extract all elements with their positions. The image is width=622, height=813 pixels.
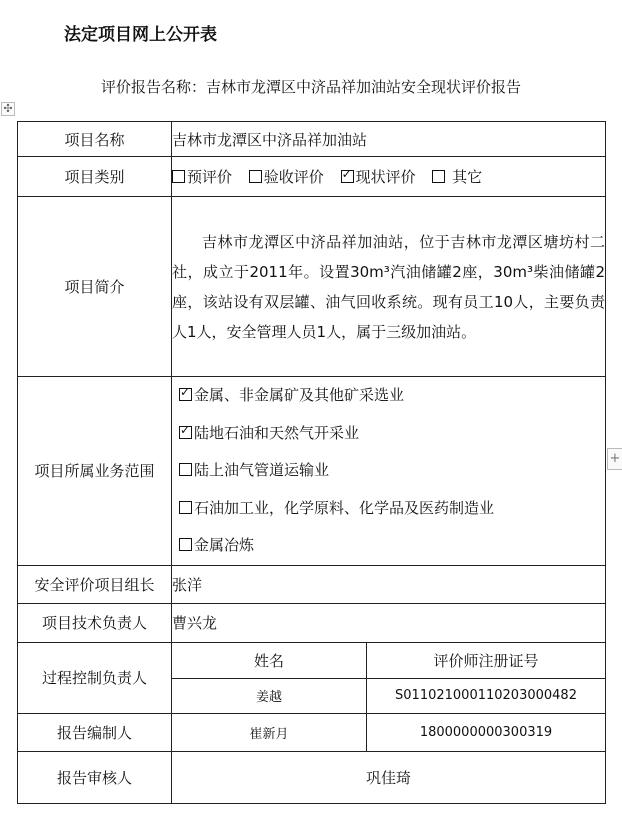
tech-lead-value: 曹兴龙 bbox=[172, 603, 606, 642]
scope-item-petrochemical[interactable] bbox=[172, 490, 605, 528]
category-option-acceptance[interactable] bbox=[249, 168, 324, 186]
business-scope-label: 项目所属业务范围 bbox=[18, 377, 172, 566]
team-leader-value: 张洋 bbox=[172, 565, 606, 603]
process-control-label: 过程控制负责人 bbox=[18, 642, 172, 713]
tech-lead-label: 项目技术负责人 bbox=[18, 603, 172, 642]
report-author-name: 崔新月 bbox=[172, 713, 367, 751]
disclosure-table bbox=[17, 121, 606, 804]
checkbox-icon[interactable] bbox=[179, 538, 192, 551]
page-title: 法定项目网上公开表 bbox=[64, 25, 217, 45]
column-header-cert: 评价师注册证号 bbox=[367, 642, 606, 678]
add-column-icon[interactable]: + bbox=[607, 448, 622, 470]
report-reviewer-name: 巩佳琦 bbox=[172, 751, 606, 803]
row-report-author bbox=[18, 713, 606, 751]
table-move-handle-icon[interactable]: ✣ bbox=[1, 102, 15, 116]
process-control-name: 姜越 bbox=[172, 678, 367, 713]
scope-item-pipeline[interactable] bbox=[172, 452, 605, 490]
checkbox-icon[interactable] bbox=[249, 170, 262, 183]
row-process-control-header bbox=[18, 642, 606, 678]
checkbox-icon[interactable] bbox=[172, 170, 185, 183]
row-project-intro bbox=[18, 197, 606, 377]
report-reviewer-label: 报告审核人 bbox=[18, 751, 172, 803]
report-author-label: 报告编制人 bbox=[18, 713, 172, 751]
category-option-other[interactable] bbox=[432, 168, 482, 186]
option-label: 现状评价 bbox=[355, 168, 416, 186]
row-project-category bbox=[18, 157, 606, 197]
checked-checkbox-icon[interactable] bbox=[179, 426, 192, 439]
option-label: 验收评价 bbox=[263, 168, 324, 186]
project-intro-text: 吉林市龙潭区中济品祥加油站，位于吉林市龙潭区塘坊村二社，成立于2011年。设置30m³汽油储罐2座，30m³柴油储罐2座，该站设有双层罐、油气回收系统。现有员工10人，主要负责人1人，安全管理人员1人，属于三级加油站。 bbox=[172, 232, 606, 341]
business-scope-list bbox=[172, 377, 606, 566]
row-tech-lead bbox=[18, 603, 606, 642]
row-report-reviewer bbox=[18, 751, 606, 803]
option-label: 其它 bbox=[447, 168, 483, 186]
column-header-name: 姓名 bbox=[172, 642, 367, 678]
project-category-options bbox=[172, 157, 606, 197]
scope-item-label: 金属、非金属矿及其他矿采选业 bbox=[194, 386, 405, 404]
scope-item-label: 陆地石油和天然气开采业 bbox=[194, 423, 360, 442]
scope-item-label: 石油加工业，化学原料、化学品及医药制造业 bbox=[194, 498, 495, 517]
checkbox-icon[interactable] bbox=[179, 501, 192, 514]
scope-item-oil-gas-extraction[interactable] bbox=[172, 415, 605, 453]
row-project-name bbox=[18, 122, 606, 157]
checkbox-icon[interactable] bbox=[432, 170, 445, 183]
category-option-pre-evaluation[interactable] bbox=[172, 168, 232, 186]
scope-item-mining[interactable] bbox=[172, 377, 605, 415]
project-name-label: 项目名称 bbox=[18, 122, 172, 157]
row-team-leader bbox=[18, 565, 606, 603]
report-name-line: 评价报告名称：吉林市龙潭区中济品祥加油站安全现状评价报告 bbox=[100, 78, 521, 96]
process-control-cert: S011021000110203000482 bbox=[367, 678, 606, 713]
report-author-cert: 1800000000300319 bbox=[367, 713, 606, 751]
scope-item-label: 陆上油气管道运输业 bbox=[194, 461, 330, 479]
team-leader-label: 安全评价项目组长 bbox=[18, 565, 172, 603]
category-option-status[interactable] bbox=[341, 168, 416, 186]
checkbox-icon[interactable] bbox=[179, 463, 192, 476]
checked-checkbox-icon[interactable] bbox=[341, 170, 354, 183]
scope-item-label: 金属冶炼 bbox=[194, 536, 255, 554]
project-intro-label: 项目简介 bbox=[18, 197, 172, 377]
project-intro-cell bbox=[172, 197, 606, 377]
project-category-label: 项目类别 bbox=[18, 157, 172, 197]
project-name-value: 吉林市龙潭区中济品祥加油站 bbox=[172, 122, 606, 157]
option-label: 预评价 bbox=[187, 168, 233, 186]
scope-item-smelting[interactable] bbox=[172, 527, 605, 565]
checked-checkbox-icon[interactable] bbox=[179, 388, 192, 401]
row-business-scope bbox=[18, 377, 606, 566]
